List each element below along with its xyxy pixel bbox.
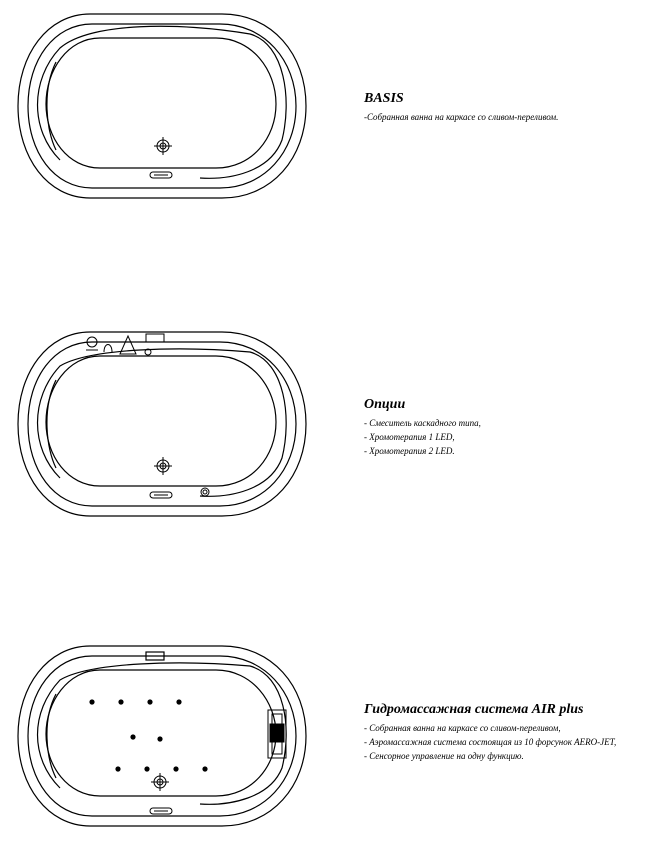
tub-inner-rim bbox=[28, 24, 296, 188]
blower-unit-icon bbox=[268, 710, 286, 758]
bathtub-basis-drawing bbox=[0, 0, 320, 210]
bathtub-air-plus-drawing bbox=[0, 632, 320, 842]
section-title: Гидромассажная система AIR plus bbox=[364, 702, 584, 717]
tub-basin-edge bbox=[47, 380, 56, 468]
section-line: - Сенсорное управление на одну функцию. bbox=[364, 751, 524, 761]
section-line: - Смеситель каскадного типа, bbox=[364, 418, 481, 428]
tub-basin bbox=[46, 670, 276, 796]
tub-outer-rim bbox=[18, 14, 306, 198]
section-line: - Аэромассажная система состоящая из 10 форсунок AERO-JET, bbox=[364, 737, 617, 747]
mixer-icon bbox=[86, 334, 164, 355]
section-line: -Собранная ванна на каркасе со сливом-переливом. bbox=[364, 112, 559, 122]
section-options bbox=[364, 397, 644, 458]
bathtub-options-drawing bbox=[0, 320, 320, 530]
section-basis bbox=[364, 91, 644, 124]
tub-deck-line bbox=[38, 349, 287, 496]
tub-inner-rim bbox=[28, 656, 296, 816]
jet-icons bbox=[89, 699, 207, 771]
overflow-icon bbox=[150, 492, 172, 498]
section-line: - Собранная ванна на каркасе со сливом-переливом, bbox=[364, 723, 561, 733]
overflow-icon bbox=[150, 808, 172, 814]
section-title: BASIS bbox=[364, 91, 404, 106]
tub-deck-line bbox=[38, 663, 287, 804]
tub-inner-rim bbox=[28, 342, 296, 506]
drain-icon bbox=[154, 137, 172, 155]
drain-icon bbox=[154, 457, 172, 475]
tub-outer-rim bbox=[18, 332, 306, 516]
tub-basin-edge bbox=[47, 62, 56, 150]
section-air-plus bbox=[364, 702, 644, 763]
tub-outer-rim bbox=[18, 646, 306, 826]
overflow-icon bbox=[150, 172, 172, 178]
section-line: - Хромотерапия 2 LED. bbox=[364, 446, 455, 456]
section-line: - Хромотерапия 1 LED, bbox=[364, 432, 455, 442]
led-light-icon bbox=[201, 488, 209, 496]
drain-icon bbox=[151, 773, 169, 791]
section-title: Опции bbox=[364, 397, 406, 412]
